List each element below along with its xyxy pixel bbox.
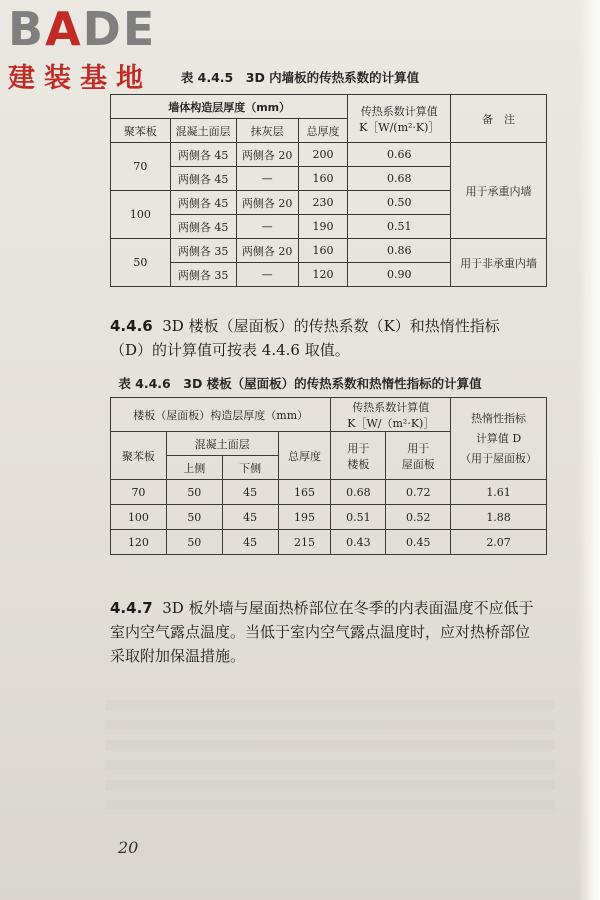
table-446: [110, 397, 547, 555]
header-concrete: 混凝土面层: [170, 119, 236, 143]
table-row: 50 两侧各 35 两侧各 20 160 0.86 用于非承重内墙: [111, 239, 547, 263]
logo-wordmark: BADE: [8, 2, 157, 56]
clause-447: 4.4.7 3D 板外墙与屋面热桥部位在冬季的内表面温度不应低于 室内空气露点温度。当低于室内空气露点温度时，应对热桥部位 采取附加保温措施。: [110, 599, 534, 665]
page-edge: [578, 0, 600, 900]
page-number: 20: [118, 838, 139, 857]
table-row: 100 两侧各 45 两侧各 20 230 0.50: [111, 191, 547, 215]
header-eps: 聚苯板: [111, 432, 167, 480]
clause-446: 4.4.6 3D 楼板（屋面板）的传热系数（K）和热惰性指标 （D）的计算值可按表 4.4.6 取值。: [110, 317, 500, 359]
note-nonbearing: 用于非承重内墙: [451, 239, 547, 287]
table-row: 120 50 45 215 0.43 0.45 2.07: [111, 530, 547, 555]
header-eps: 聚苯板: [111, 119, 171, 143]
header-floor: 用于 楼板: [331, 432, 386, 480]
note-bearing: 用于承重内墙: [451, 143, 547, 239]
header-floor-thickness: 楼板（屋面板）构造层厚度（mm）: [111, 398, 331, 432]
header-k: 传热系数计算值 K［W/(m²·K)］: [348, 95, 451, 143]
bleed-through-text: [105, 700, 555, 820]
table-row: 两侧各 35 — 120 0.90: [111, 263, 547, 287]
clause-447-number: 4.4.7: [110, 599, 153, 617]
header-concrete: 混凝土面层: [166, 432, 278, 456]
header-k: 传热系数计算值 K［W/（m²·K)］: [331, 398, 451, 432]
table-row: 两侧各 45 — 160 0.68: [111, 167, 547, 191]
table-446-caption: 表 4.4.6 3D 楼板（屋面板）的传热系数和热惰性指标的计算值: [118, 376, 482, 391]
header-plaster: 抹灰层: [236, 119, 298, 143]
table-row: 两侧各 45 — 190 0.51: [111, 215, 547, 239]
table-445-caption: 表 4.4.5 3D 内墙板的传热系数的计算值: [180, 70, 420, 85]
table-row: 70 两侧各 45 两侧各 20 200 0.66 用于承重内墙: [111, 143, 547, 167]
clause-446-number: 4.4.6: [110, 317, 153, 335]
header-note: 备 注: [451, 95, 547, 143]
header-lower: 下侧: [222, 456, 278, 480]
header-wall-thickness: 墙体构造层厚度（mm）: [111, 95, 348, 119]
header-upper: 上侧: [166, 456, 222, 480]
header-d: 热惰性指标 计算值 D （用于屋面板）: [451, 398, 547, 480]
header-total: 总厚度: [278, 432, 331, 480]
header-total: 总厚度: [298, 119, 348, 143]
table-row: 100 50 45 195 0.51 0.52 1.88: [111, 505, 547, 530]
header-roof: 用于 屋面板: [386, 432, 451, 480]
logo-subtitle: 建装基地: [8, 63, 152, 94]
table-445: [110, 94, 547, 287]
table-row: 70 50 45 165 0.68 0.72 1.61: [111, 480, 547, 505]
